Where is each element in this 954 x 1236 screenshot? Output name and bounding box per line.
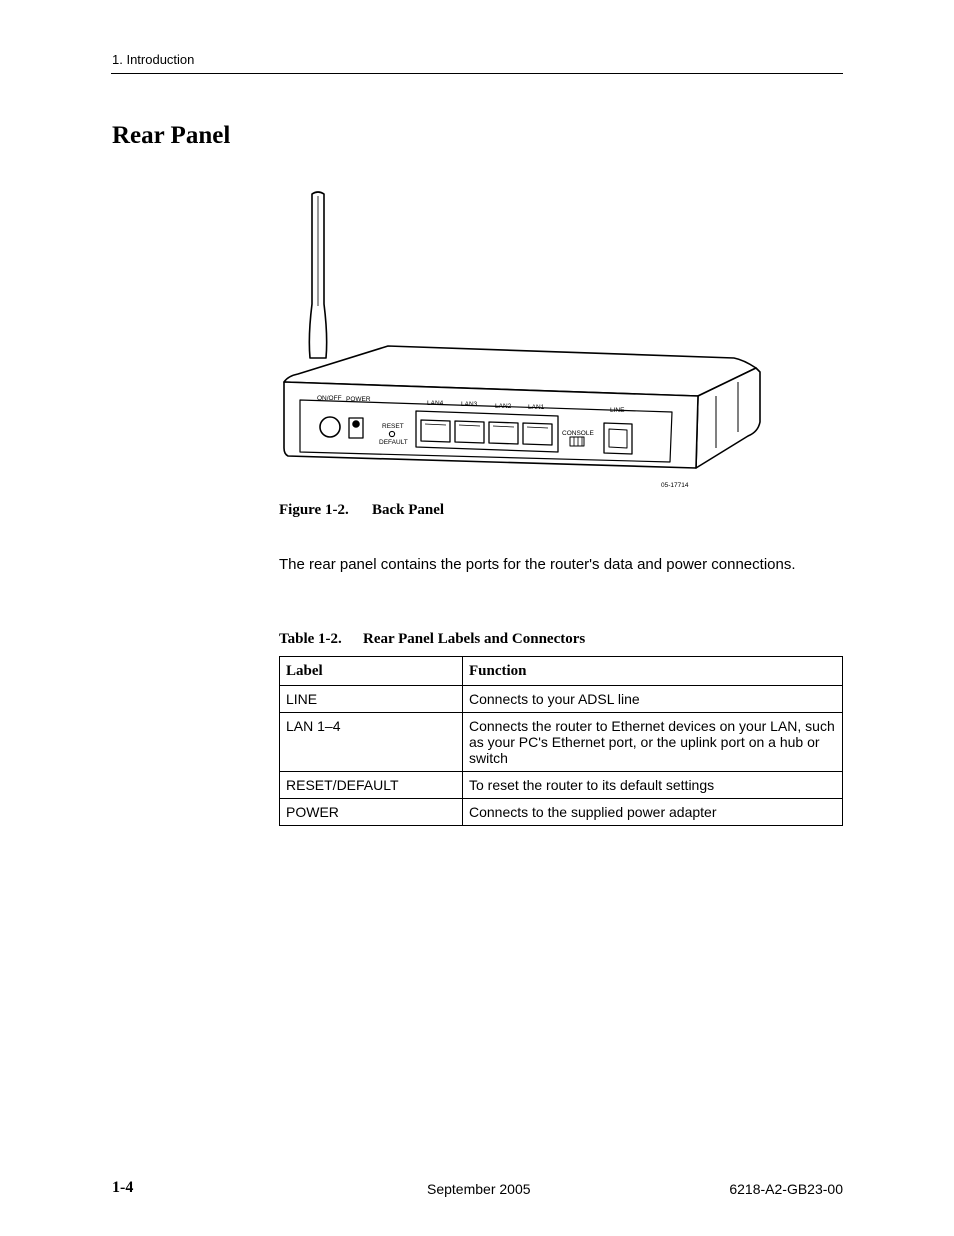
row-label: POWER bbox=[280, 799, 463, 826]
table-row bbox=[280, 799, 843, 826]
label-on-off: ON/OFF bbox=[317, 395, 342, 402]
body-paragraph: The rear panel contains the ports for the router's data and power connections. bbox=[279, 556, 796, 573]
figure-title: Back Panel bbox=[372, 502, 445, 518]
figure-number: Figure 1-2. bbox=[279, 502, 349, 518]
row-function: Connects to your ADSL line bbox=[463, 686, 843, 713]
header-rule bbox=[111, 73, 843, 74]
table-row bbox=[280, 686, 843, 713]
label-default: DEFAULT bbox=[379, 439, 408, 446]
label-line: LINE bbox=[610, 407, 625, 414]
document-number: 6218-A2-GB23-00 bbox=[729, 1181, 843, 1197]
row-function: Connects the router to Ethernet devices on your LAN, such as your PC's Ethernet port, or the uplink port on a hub or switch bbox=[463, 713, 843, 772]
table-number: Table 1-2. bbox=[279, 631, 342, 647]
table-caption bbox=[279, 631, 585, 648]
rear-panel-table bbox=[279, 656, 843, 826]
label-lan1: LAN1 bbox=[528, 404, 545, 411]
row-function: Connects to the supplied power adapter bbox=[463, 799, 843, 826]
row-label: LINE bbox=[280, 686, 463, 713]
row-label: LAN 1–4 bbox=[280, 713, 463, 772]
table-row bbox=[280, 772, 843, 799]
label-power: POWER bbox=[346, 396, 371, 403]
row-function: To reset the router to its default settings bbox=[463, 772, 843, 799]
table-title: Rear Panel Labels and Connectors bbox=[363, 631, 586, 647]
page-number: 1-4 bbox=[112, 1179, 134, 1196]
label-lan3: LAN3 bbox=[461, 401, 478, 408]
router-back-panel-figure bbox=[278, 186, 768, 492]
header-label: Label bbox=[280, 657, 463, 686]
table-header-row bbox=[280, 657, 843, 686]
table-row bbox=[280, 713, 843, 772]
header-function: Function bbox=[463, 657, 843, 686]
section-title: Rear Panel bbox=[112, 122, 231, 149]
rear-face bbox=[284, 382, 698, 468]
router-illustration bbox=[278, 186, 768, 492]
figure-caption bbox=[279, 502, 444, 519]
label-reset: RESET bbox=[382, 423, 404, 430]
publication-date: September 2005 bbox=[427, 1181, 531, 1197]
header-section-name: 1. Introduction bbox=[112, 52, 195, 67]
label-console: CONSOLE bbox=[562, 430, 594, 437]
drawing-id: 05-17714 bbox=[661, 482, 689, 489]
label-lan2: LAN2 bbox=[495, 403, 512, 410]
label-lan4: LAN4 bbox=[427, 400, 444, 407]
row-label: RESET/DEFAULT bbox=[280, 772, 463, 799]
